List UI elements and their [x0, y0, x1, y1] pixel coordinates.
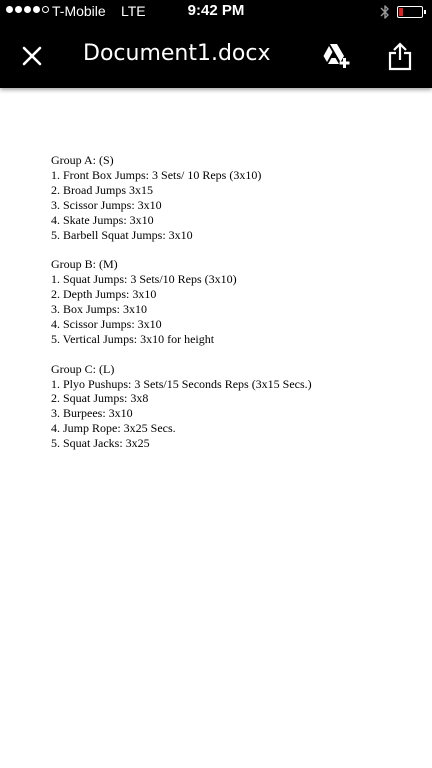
network-type: LTE — [121, 3, 146, 19]
list-item: 5. Barbell Squat Jumps: 3x10 — [51, 227, 193, 242]
list-item: 1. Plyo Pushups: 3 Sets/15 Seconds Reps (3x15 Secs.) — [51, 376, 312, 391]
close-button[interactable] — [14, 38, 50, 74]
signal-dot — [42, 6, 49, 13]
exercise-group-c — [51, 362, 411, 451]
list-item: 3. Box Jumps: 3x10 — [51, 302, 148, 317]
battery-nub — [424, 10, 426, 14]
signal-dot — [24, 6, 31, 13]
close-icon — [22, 46, 42, 66]
document-title: Document1.docx — [83, 41, 271, 66]
document-toolbar — [0, 24, 432, 88]
group-heading: Group A: (S) — [51, 153, 114, 167]
carrier-name: T-Mobile — [52, 3, 106, 19]
status-bar — [0, 0, 432, 24]
signal-strength-icon — [6, 6, 49, 13]
signal-dot — [33, 6, 40, 13]
list-item: 2. Broad Jumps 3x15 — [51, 182, 153, 197]
list-item: 4. Scissor Jumps: 3x10 — [51, 316, 162, 331]
document-content — [51, 153, 411, 466]
list-item: 2. Squat Jumps: 3x8 — [51, 391, 149, 406]
list-item: 4. Skate Jumps: 3x10 — [51, 212, 154, 227]
battery-level — [399, 8, 403, 16]
list-item: 1. Front Box Jumps: 3 Sets/ 10 Reps (3x10) — [51, 167, 262, 182]
group-heading: Group C: (L) — [51, 361, 115, 376]
save-to-drive-button[interactable] — [318, 38, 354, 74]
list-item: 3. Scissor Jumps: 3x10 — [51, 197, 162, 212]
list-item: 1. Squat Jumps: 3 Sets/10 Reps (3x10) — [51, 272, 237, 287]
list-item: 4. Jump Rope: 3x25 Secs. — [51, 421, 176, 436]
list-item: 5. Squat Jacks: 3x25 — [51, 436, 150, 451]
list-item: 3. Burpees: 3x10 — [51, 406, 133, 421]
signal-dot — [15, 6, 22, 13]
share-button[interactable] — [382, 38, 418, 74]
group-heading: Group B: (M) — [51, 257, 118, 272]
list-item: 2. Depth Jumps: 3x10 — [51, 287, 157, 302]
status-time: 9:42 PM — [187, 2, 245, 19]
share-icon — [388, 41, 412, 71]
exercise-group-b — [51, 257, 411, 346]
list-item: 5. Vertical Jumps: 3x10 for height — [51, 331, 215, 346]
exercise-group-a — [51, 153, 411, 242]
bluetooth-icon — [380, 3, 390, 21]
battery-icon — [397, 6, 423, 18]
signal-dot — [6, 6, 13, 13]
google-drive-add-icon — [321, 43, 351, 69]
